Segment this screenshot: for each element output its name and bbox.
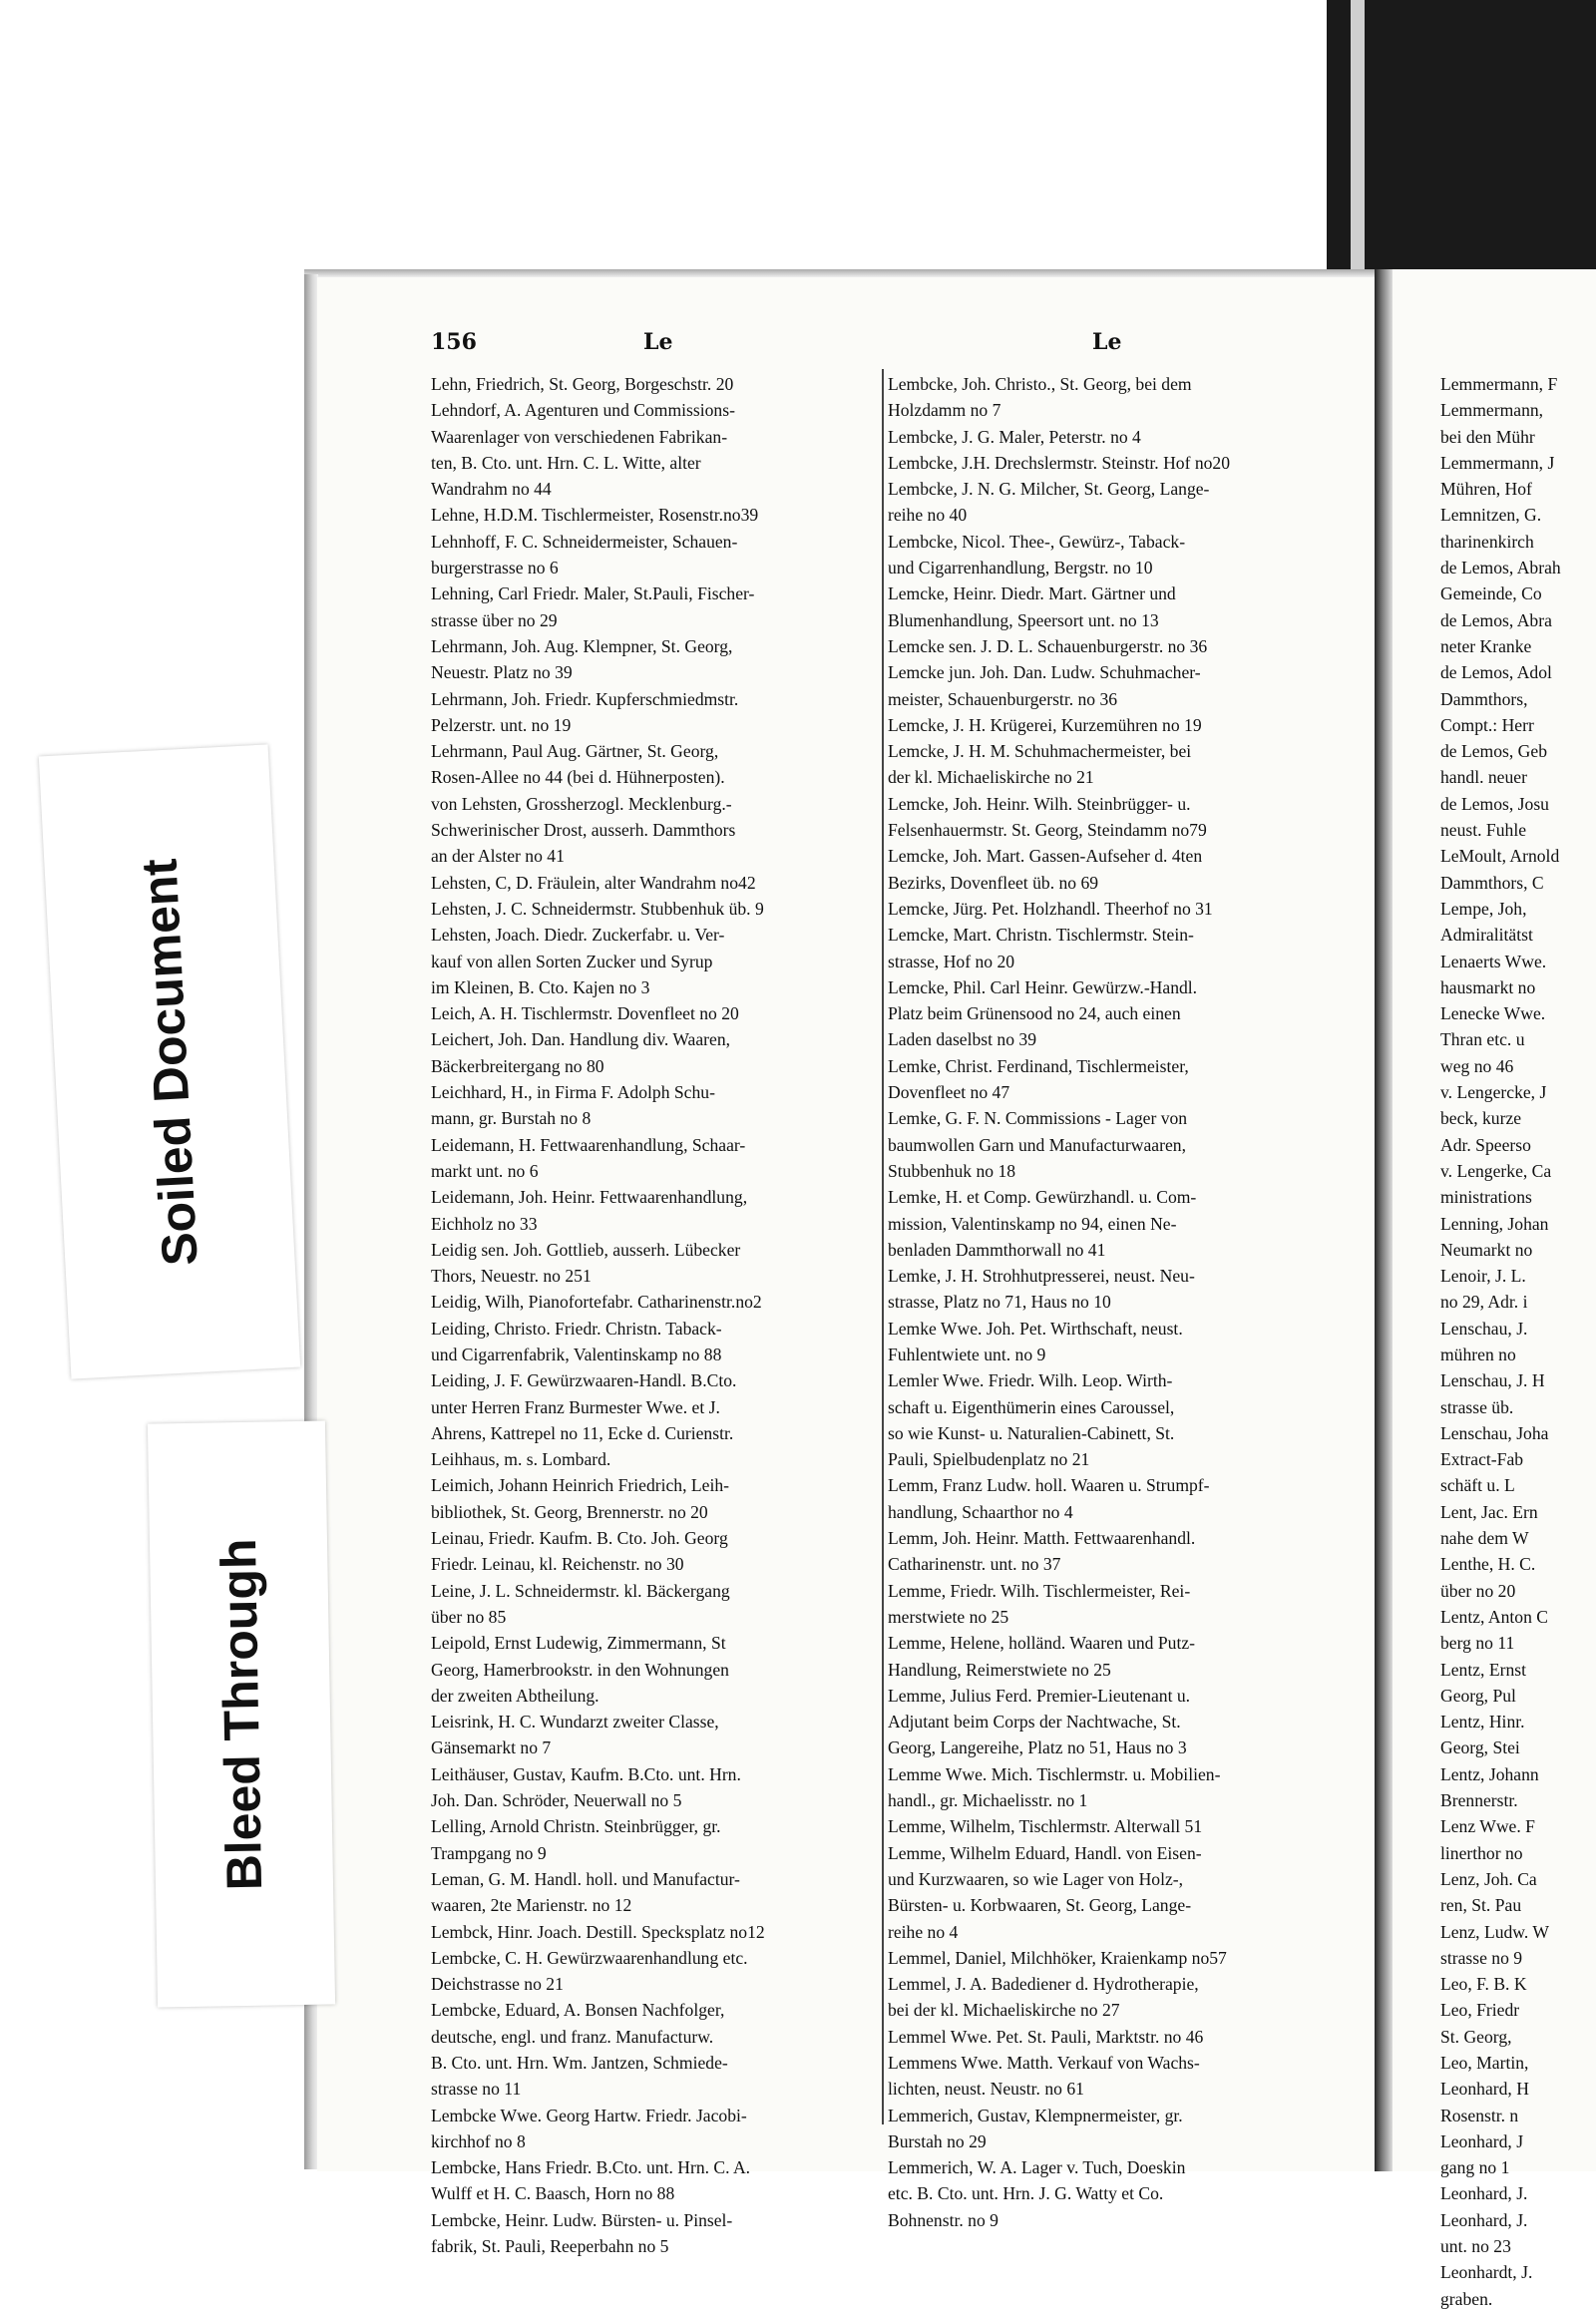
directory-line: Thors, Neuestr. no 251 (431, 1266, 592, 1287)
directory-line: graben. (1440, 2288, 1493, 2309)
directory-line: Dammthors, (1440, 688, 1528, 709)
directory-line: Neumarkt no (1440, 1239, 1533, 1260)
directory-line: unter Herren Franz Burmester Wwe. et J. (431, 1396, 720, 1417)
page-number: 156 (431, 329, 477, 355)
directory-line: Lemmel Wwe. Pet. St. Pauli, Marktstr. no 46 (888, 2026, 1204, 2047)
directory-line: Lenning, Johan (1440, 1213, 1549, 1234)
directory-line: Lembcke, C. H. Gewürzwaarenhandlung etc. (431, 1947, 748, 1968)
directory-line: de Lemos, Adol (1440, 662, 1552, 683)
directory-line: Lent, Jac. Ern (1440, 1501, 1538, 1522)
directory-line: Joh. Dan. Schröder, Neuerwall no 5 (431, 1790, 682, 1811)
directory-line: im Kleinen, B. Cto. Kajen no 3 (431, 976, 650, 997)
directory-line: Lemm, Franz Ludw. holl. Waaren u. Strumpf- (888, 1475, 1210, 1496)
directory-line: Leo, F. B. K (1440, 1974, 1527, 1995)
directory-line: Deichstrasse no 21 (431, 1974, 564, 1995)
directory-line: Lemmermann, J (1440, 452, 1555, 473)
directory-line: handl. neuer (1440, 767, 1527, 788)
directory-line: hausmarkt no (1440, 976, 1536, 997)
directory-line: Lemme, Wilhelm Eduard, Handl. von Eisen- (888, 1842, 1202, 1863)
directory-line: Felsenhauermstr. St. Georg, Steindamm no79 (888, 820, 1207, 841)
directory-line: Leithäuser, Gustav, Kaufm. B.Cto. unt. Hrn. (431, 1763, 741, 1784)
directory-line: Bäckerbreitergang no 80 (431, 1055, 604, 1076)
directory-line: baumwollen Garn und Manufacturwaaren, (888, 1134, 1186, 1155)
directory-line: Lembcke, Heinr. Ludw. Bürsten- u. Pinsel- (431, 2209, 733, 2230)
directory-line: beck, kurze (1440, 1108, 1522, 1129)
directory-line: kirchhof no 8 (431, 2130, 526, 2151)
directory-column-right (1440, 371, 1596, 2312)
directory-line: Lentz, Ernst (1440, 1659, 1526, 1680)
directory-line: Lenschau, Joha (1440, 1422, 1549, 1443)
directory-line: Admiralitätst (1440, 925, 1533, 946)
directory-line: Waarenlager von verschiedenen Fabrikan- (431, 426, 728, 447)
directory-line: schaft u. Eigenthümerin eines Caroussel, (888, 1396, 1175, 1417)
directory-line: Wulff et H. C. Baasch, Horn no 88 (431, 2183, 675, 2204)
directory-line: Lehsten, Joach. Diedr. Zuckerfabr. u. Ver- (431, 925, 725, 946)
directory-line: und Cigarrenfabrik, Valentinskamp no 88 (431, 1344, 722, 1364)
directory-line: mission, Valentinskamp no 94, einen Ne- (888, 1213, 1177, 1234)
directory-line: Lemme, Julius Ferd. Premier-Lieutenant u. (888, 1685, 1191, 1706)
directory-line: von Lehsten, Grossherzogl. Mecklenburg.- (431, 793, 732, 814)
directory-line: Lehne, H.D.M. Tischlermeister, Rosenstr.no39 (431, 505, 759, 526)
directory-line: LeMoult, Arnold (1440, 846, 1560, 867)
directory-line: Lemmens Wwe. Matth. Verkauf von Wachs- (888, 2053, 1200, 2073)
directory-line: Georg, Langereihe, Platz no 51, Haus no 3 (888, 1737, 1187, 1758)
directory-line: Lenoir, J. L. (1440, 1266, 1526, 1287)
directory-line: Extract-Fab (1440, 1449, 1524, 1470)
directory-line: Lemmel, Daniel, Milchhöker, Kraienkamp no57 (888, 1947, 1227, 1968)
directory-line: Lehning, Carl Friedr. Maler, St.Pauli, Fischer- (431, 583, 755, 604)
directory-line: Gänsemarkt no 7 (431, 1737, 552, 1758)
directory-line: reihe no 40 (888, 505, 968, 526)
directory-line: Leo, Friedr (1440, 2000, 1520, 2021)
directory-line: Burstah no 29 (888, 2130, 987, 2151)
directory-line: Leinau, Friedr. Kaufm. B. Cto. Joh. Georg (431, 1528, 728, 1549)
directory-line: Handlung, Reimerstwiete no 25 (888, 1659, 1111, 1680)
directory-line: etc. B. Cto. unt. Hrn. J. G. Watty et Co. (888, 2183, 1164, 2204)
directory-line: Lehrmann, Joh. Aug. Klempner, St. Georg, (431, 635, 733, 656)
directory-line: ten, B. Cto. unt. Hrn. C. L. Witte, alter (431, 452, 701, 473)
directory-line: Bohnenstr. no 9 (888, 2209, 998, 2230)
directory-line: Lemcke, Heinr. Diedr. Mart. Gärtner und (888, 583, 1176, 604)
directory-line: Lemme, Friedr. Wilh. Tischlermeister, Rei- (888, 1580, 1191, 1601)
header-center-letters: Le (1092, 329, 1122, 355)
directory-line: der zweiten Abtheilung. (431, 1685, 599, 1706)
directory-line: Eichholz no 33 (431, 1213, 538, 1234)
directory-line: Leipold, Ernst Ludewig, Zimmermann, St (431, 1633, 726, 1654)
directory-line: strasse üb. (1440, 1396, 1514, 1417)
directory-line: Adjutant beim Corps der Nachtwache, St. (888, 1712, 1181, 1733)
directory-line: Lelling, Arnold Christn. Steinbrügger, gr. (431, 1816, 721, 1837)
directory-line: Lemme, Helene, holländ. Waaren und Putz- (888, 1633, 1196, 1654)
directory-line: schäft u. L (1440, 1475, 1515, 1496)
directory-line: Wandrahm no 44 (431, 479, 552, 500)
directory-line: über no 85 (431, 1606, 507, 1627)
directory-line: Leonhard, J. (1440, 2209, 1528, 2230)
directory-line: Lemcke sen. J. D. L. Schauenburgerstr. no 36 (888, 635, 1208, 656)
directory-line: strasse no 11 (431, 2079, 522, 2100)
soiled-document-label (39, 744, 300, 1378)
page-top-edge (304, 269, 1387, 277)
directory-line: kauf von allen Sorten Zucker und Syrup (431, 951, 713, 971)
directory-line: so wie Kunst- u. Naturalien-Cabinett, St. (888, 1422, 1175, 1443)
directory-line: Leichert, Joh. Dan. Handlung div. Waaren, (431, 1029, 731, 1050)
directory-line: Georg, Stei (1440, 1737, 1520, 1758)
directory-line: mann, gr. Burstah no 8 (431, 1108, 592, 1129)
directory-line: Lembcke, Eduard, A. Bonsen Nachfolger, (431, 2000, 725, 2021)
directory-line: tharinenkirch (1440, 531, 1534, 552)
directory-line: Lemke, G. F. N. Commissions - Lager von (888, 1108, 1188, 1129)
directory-line: bibliothek, St. Georg, Brennerstr. no 20 (431, 1501, 708, 1522)
directory-line: Lemke, H. et Comp. Gewürzhandl. u. Com- (888, 1187, 1197, 1208)
directory-line: Leidemann, H. Fettwaarenhandlung, Schaar- (431, 1134, 746, 1155)
directory-line: Lembcke, J.H. Drechslermstr. Steinstr. Hof no20 (888, 452, 1231, 473)
directory-line: merstwiete no 25 (888, 1606, 1009, 1627)
bleed-through-label (148, 1420, 335, 2007)
directory-line: der kl. Michaeliskirche no 21 (888, 767, 1094, 788)
directory-line: Lenthe, H. C. (1440, 1554, 1536, 1575)
directory-line: Leonhard, H (1440, 2079, 1529, 2100)
directory-line: Leich, A. H. Tischlermstr. Dovenfleet no 20 (431, 1003, 739, 1024)
soiled-document-text: Soiled Document (131, 857, 208, 1267)
directory-line: Lenz, Ludw. W (1440, 1921, 1549, 1942)
directory-line: benladen Dammthorwall no 41 (888, 1239, 1106, 1260)
directory-line: Lemme Wwe. Mich. Tischlermstr. u. Mobilien- (888, 1763, 1221, 1784)
directory-line: linerthor no (1440, 1842, 1523, 1863)
directory-line: Trampgang no 9 (431, 1842, 547, 1863)
column-divider (882, 369, 884, 2124)
directory-line: Lehsten, C, D. Fräulein, alter Wandrahm no42 (431, 872, 756, 893)
directory-line: Lemcke, J. H. M. Schuhmachermeister, bei (888, 741, 1192, 762)
directory-line: nahe dem W (1440, 1528, 1529, 1549)
directory-line: Leine, J. L. Schneidermstr. kl. Bäckergang (431, 1580, 730, 1601)
directory-line: Leimich, Johann Heinrich Friedrich, Leih- (431, 1475, 729, 1496)
directory-line: berg no 11 (1440, 1633, 1515, 1654)
directory-line: Leidig sen. Joh. Gottlieb, ausserh. Lübecker (431, 1239, 741, 1260)
directory-line: gang no 1 (1440, 2157, 1510, 2178)
directory-line: Bezirks, Dovenfleet üb. no 69 (888, 872, 1099, 893)
directory-line: Lemke, Christ. Ferdinand, Tischlermeister, (888, 1055, 1189, 1076)
directory-line: Lemme, Wilhelm, Tischlermstr. Alterwall 51 (888, 1816, 1203, 1837)
directory-line: Dammthors, C (1440, 872, 1544, 893)
directory-line: strasse über no 29 (431, 609, 558, 630)
directory-line: St. Georg, (1440, 2026, 1512, 2047)
directory-line: Lemmerich, Gustav, Klempnermeister, gr. (888, 2105, 1183, 2125)
directory-line: Thran etc. u (1440, 1029, 1525, 1050)
directory-line: Lemcke, Mart. Christn. Tischlermstr. Stein- (888, 925, 1194, 946)
directory-line: bei den Mühr (1440, 426, 1535, 447)
directory-line: Leiding, Christo. Friedr. Christn. Taback- (431, 1318, 722, 1339)
directory-line: Lemmermann, (1440, 400, 1544, 421)
directory-line: Georg, Pul (1440, 1685, 1516, 1706)
directory-line: de Lemos, Abra (1440, 609, 1552, 630)
directory-line: Lemcke, Phil. Carl Heinr. Gewürzw.-Handl. (888, 976, 1198, 997)
directory-line: Neuestr. Platz no 39 (431, 662, 573, 683)
directory-line: meister, Schauenburgerstr. no 36 (888, 688, 1118, 709)
directory-line: waaren, 2te Marienstr. no 12 (431, 1895, 632, 1916)
directory-line: Lemke Wwe. Joh. Pet. Wirthschaft, neust. (888, 1318, 1183, 1339)
directory-line: v. Lengerke, Ca (1440, 1160, 1552, 1181)
directory-line: Lemmel, J. A. Badediener d. Hydrotherapie, (888, 1974, 1199, 1995)
directory-line: Compt.: Herr (1440, 714, 1534, 735)
directory-line: strasse, Hof no 20 (888, 951, 1015, 971)
directory-column-left (431, 371, 882, 2259)
header-left-letters: Le (643, 329, 673, 355)
directory-line: Lempe, Joh, (1440, 898, 1527, 919)
directory-line: Rosen-Allee no 44 (bei d. Hühnerposten). (431, 767, 725, 788)
directory-line: und Cigarrenhandlung, Bergstr. no 10 (888, 558, 1153, 578)
directory-line: B. Cto. unt. Hrn. Wm. Jantzen, Schmiede- (431, 2053, 728, 2073)
directory-line: Lemmerich, W. A. Lager v. Tuch, Doeskin (888, 2157, 1186, 2178)
directory-line: Lemke, J. H. Strohhutpresserei, neust. Neu- (888, 1266, 1195, 1287)
directory-line: Laden daselbst no 39 (888, 1029, 1037, 1050)
directory-line: de Lemos, Abrah (1440, 558, 1561, 578)
directory-line: Leo, Martin, (1440, 2053, 1529, 2073)
directory-line: neter Kranke (1440, 635, 1532, 656)
directory-line: Lenz, Joh. Ca (1440, 1868, 1537, 1889)
directory-line: Georg, Hamerbrookstr. in den Wohnungen (431, 1659, 729, 1680)
directory-line: weg no 46 (1440, 1055, 1514, 1076)
directory-line: mühren no (1440, 1344, 1516, 1364)
directory-line: Leidig, Wilh, Pianofortefabr. Catharinenstr.no2 (431, 1292, 762, 1313)
directory-line: Lemm, Joh. Heinr. Matth. Fettwaarenhandl. (888, 1528, 1196, 1549)
directory-line: Lehn, Friedrich, St. Georg, Borgeschstr. 20 (431, 374, 734, 394)
directory-line: Platz beim Grünensood no 24, auch einen (888, 1003, 1181, 1024)
directory-line: deutsche, engl. und franz. Manufacturw. (431, 2026, 714, 2047)
directory-line: markt unt. no 6 (431, 1160, 539, 1181)
directory-line: und Kurzwaaren, so wie Lager von Holz-, (888, 1868, 1184, 1889)
directory-line: Lemcke jun. Joh. Dan. Ludw. Schuhmacher- (888, 662, 1201, 683)
directory-line: Lenz Wwe. F (1440, 1816, 1535, 1837)
directory-line: Lentz, Hinr. (1440, 1712, 1525, 1733)
directory-line: Lemler Wwe. Friedr. Wilh. Leop. Wirth- (888, 1370, 1173, 1391)
directory-line: Lenschau, J. (1440, 1318, 1528, 1339)
directory-line: Lemmermann, F (1440, 374, 1558, 394)
directory-line: Lembcke, Joh. Christo., St. Georg, bei dem (888, 374, 1192, 394)
directory-line: Lehrmann, Paul Aug. Gärtner, St. Georg, (431, 741, 719, 762)
directory-line: Leonhard, J (1440, 2130, 1524, 2151)
directory-line: handl., gr. Michaelisstr. no 1 (888, 1790, 1088, 1811)
directory-line: Lembcke, J. G. Maler, Peterstr. no 4 (888, 426, 1141, 447)
directory-line: Mühren, Hof (1440, 479, 1532, 500)
directory-line: handlung, Schaarthor no 4 (888, 1501, 1073, 1522)
directory-line: Lentz, Anton C (1440, 1606, 1548, 1627)
directory-line: Lemcke, Jürg. Pet. Holzhandl. Theerhof no 31 (888, 898, 1213, 919)
directory-line: an der Alster no 41 (431, 846, 565, 867)
directory-line: Lehsten, J. C. Schneidermstr. Stubbenhuk üb. 9 (431, 898, 764, 919)
directory-line: Lehnhoff, F. C. Schneidermeister, Schauen- (431, 531, 738, 552)
directory-line: reihe no 4 (888, 1921, 959, 1942)
directory-line: Leonhardt, J. (1440, 2262, 1533, 2283)
directory-line: Leiding, J. F. Gewürzwaaren-Handl. B.Cto. (431, 1370, 737, 1391)
directory-line: Leisrink, H. C. Wundarzt zweiter Classe, (431, 1712, 719, 1733)
directory-line: Lentz, Johann (1440, 1763, 1539, 1784)
directory-line: Leihhaus, m. s. Lombard. (431, 1449, 611, 1470)
directory-line: burgerstrasse no 6 (431, 558, 559, 578)
directory-line: Stubbenhuk no 18 (888, 1160, 1016, 1181)
directory-line: strasse no 9 (1440, 1947, 1523, 1968)
directory-line: über no 20 (1440, 1580, 1516, 1601)
directory-line: de Lemos, Geb (1440, 741, 1547, 762)
directory-line: Lenschau, J. H (1440, 1370, 1545, 1391)
directory-line: Gemeinde, Co (1440, 583, 1542, 604)
directory-line: Lembcke, J. N. G. Milcher, St. Georg, Lange- (888, 479, 1210, 500)
directory-line: Lembck, Hinr. Joach. Destill. Specksplatz no12 (431, 1921, 765, 1942)
directory-line: unt. no 23 (1440, 2236, 1511, 2257)
book-gutter (1375, 269, 1393, 2171)
directory-line: Lemcke, J. H. Krügerei, Kurzemühren no 19 (888, 714, 1202, 735)
directory-line: Holzdamm no 7 (888, 400, 1001, 421)
directory-line: Bürsten- u. Korbwaaren, St. Georg, Lange- (888, 1895, 1192, 1916)
directory-line: fabrik, St. Pauli, Reeperbahn no 5 (431, 2236, 669, 2257)
directory-line: Lembcke Wwe. Georg Hartw. Friedr. Jacobi- (431, 2105, 747, 2125)
directory-line: bei der kl. Michaeliskirche no 27 (888, 2000, 1120, 2021)
directory-line: Lemnitzen, G. (1440, 505, 1542, 526)
bleed-through-text: Bleed Through (209, 1537, 273, 1891)
dark-background-strip (1327, 0, 1596, 269)
directory-line: Ahrens, Kattrepel no 11, Ecke d. Curienstr. (431, 1422, 734, 1443)
directory-line: v. Lengercke, J (1440, 1082, 1547, 1103)
directory-line: strasse, Platz no 71, Haus no 10 (888, 1292, 1111, 1313)
directory-line: Dovenfleet no 47 (888, 1082, 1010, 1103)
directory-line: Friedr. Leinau, kl. Reichenstr. no 30 (431, 1554, 684, 1575)
directory-line: Leman, G. M. Handl. holl. und Manufactur- (431, 1868, 740, 1889)
directory-line: Lenaerts Wwe. (1440, 951, 1547, 971)
directory-line: Lehndorf, A. Agenturen und Commissions- (431, 400, 735, 421)
directory-line: ministrations (1440, 1187, 1532, 1208)
directory-line: Lembcke, Hans Friedr. B.Cto. unt. Hrn. C. A. (431, 2157, 751, 2178)
directory-line: Lembcke, Nicol. Thee-, Gewürz-, Taback- (888, 531, 1186, 552)
directory-line: Lemcke, Joh. Heinr. Wilh. Steinbrügger- u. (888, 793, 1191, 814)
directory-column-middle (888, 371, 1335, 2233)
directory-line: ren, St. Pau (1440, 1895, 1522, 1916)
directory-line: Rosenstr. n (1440, 2105, 1519, 2125)
directory-line: Leichhard, H., in Firma F. Adolph Schu- (431, 1082, 715, 1103)
directory-line: neust. Fuhle (1440, 820, 1527, 841)
directory-line: Lehrmann, Joh. Friedr. Kupferschmiedmstr. (431, 688, 739, 709)
directory-line: Fuhlentwiete unt. no 9 (888, 1344, 1046, 1364)
directory-line: Pelzerstr. unt. no 19 (431, 714, 572, 735)
directory-line: Pauli, Spielbudenplatz no 21 (888, 1449, 1090, 1470)
directory-line: no 29, Adr. i (1440, 1292, 1528, 1313)
directory-line: de Lemos, Josu (1440, 793, 1549, 814)
directory-line: lichten, neust. Neustr. no 61 (888, 2079, 1084, 2100)
directory-line: Leidemann, Joh. Heinr. Fettwaarenhandlung, (431, 1187, 748, 1208)
directory-line: Blumenhandlung, Speersort unt. no 13 (888, 609, 1159, 630)
directory-line: Lemcke, Joh. Mart. Gassen-Aufseher d. 4ten (888, 846, 1203, 867)
directory-line: Catharinenstr. unt. no 37 (888, 1554, 1061, 1575)
directory-line: Lenecke Wwe. (1440, 1003, 1546, 1024)
directory-line: Adr. Speerso (1440, 1134, 1531, 1155)
directory-line: Schwerinischer Drost, ausserh. Dammthors (431, 820, 736, 841)
directory-line: Leonhard, J. (1440, 2183, 1528, 2204)
directory-line: Brennerstr. (1440, 1790, 1518, 1811)
